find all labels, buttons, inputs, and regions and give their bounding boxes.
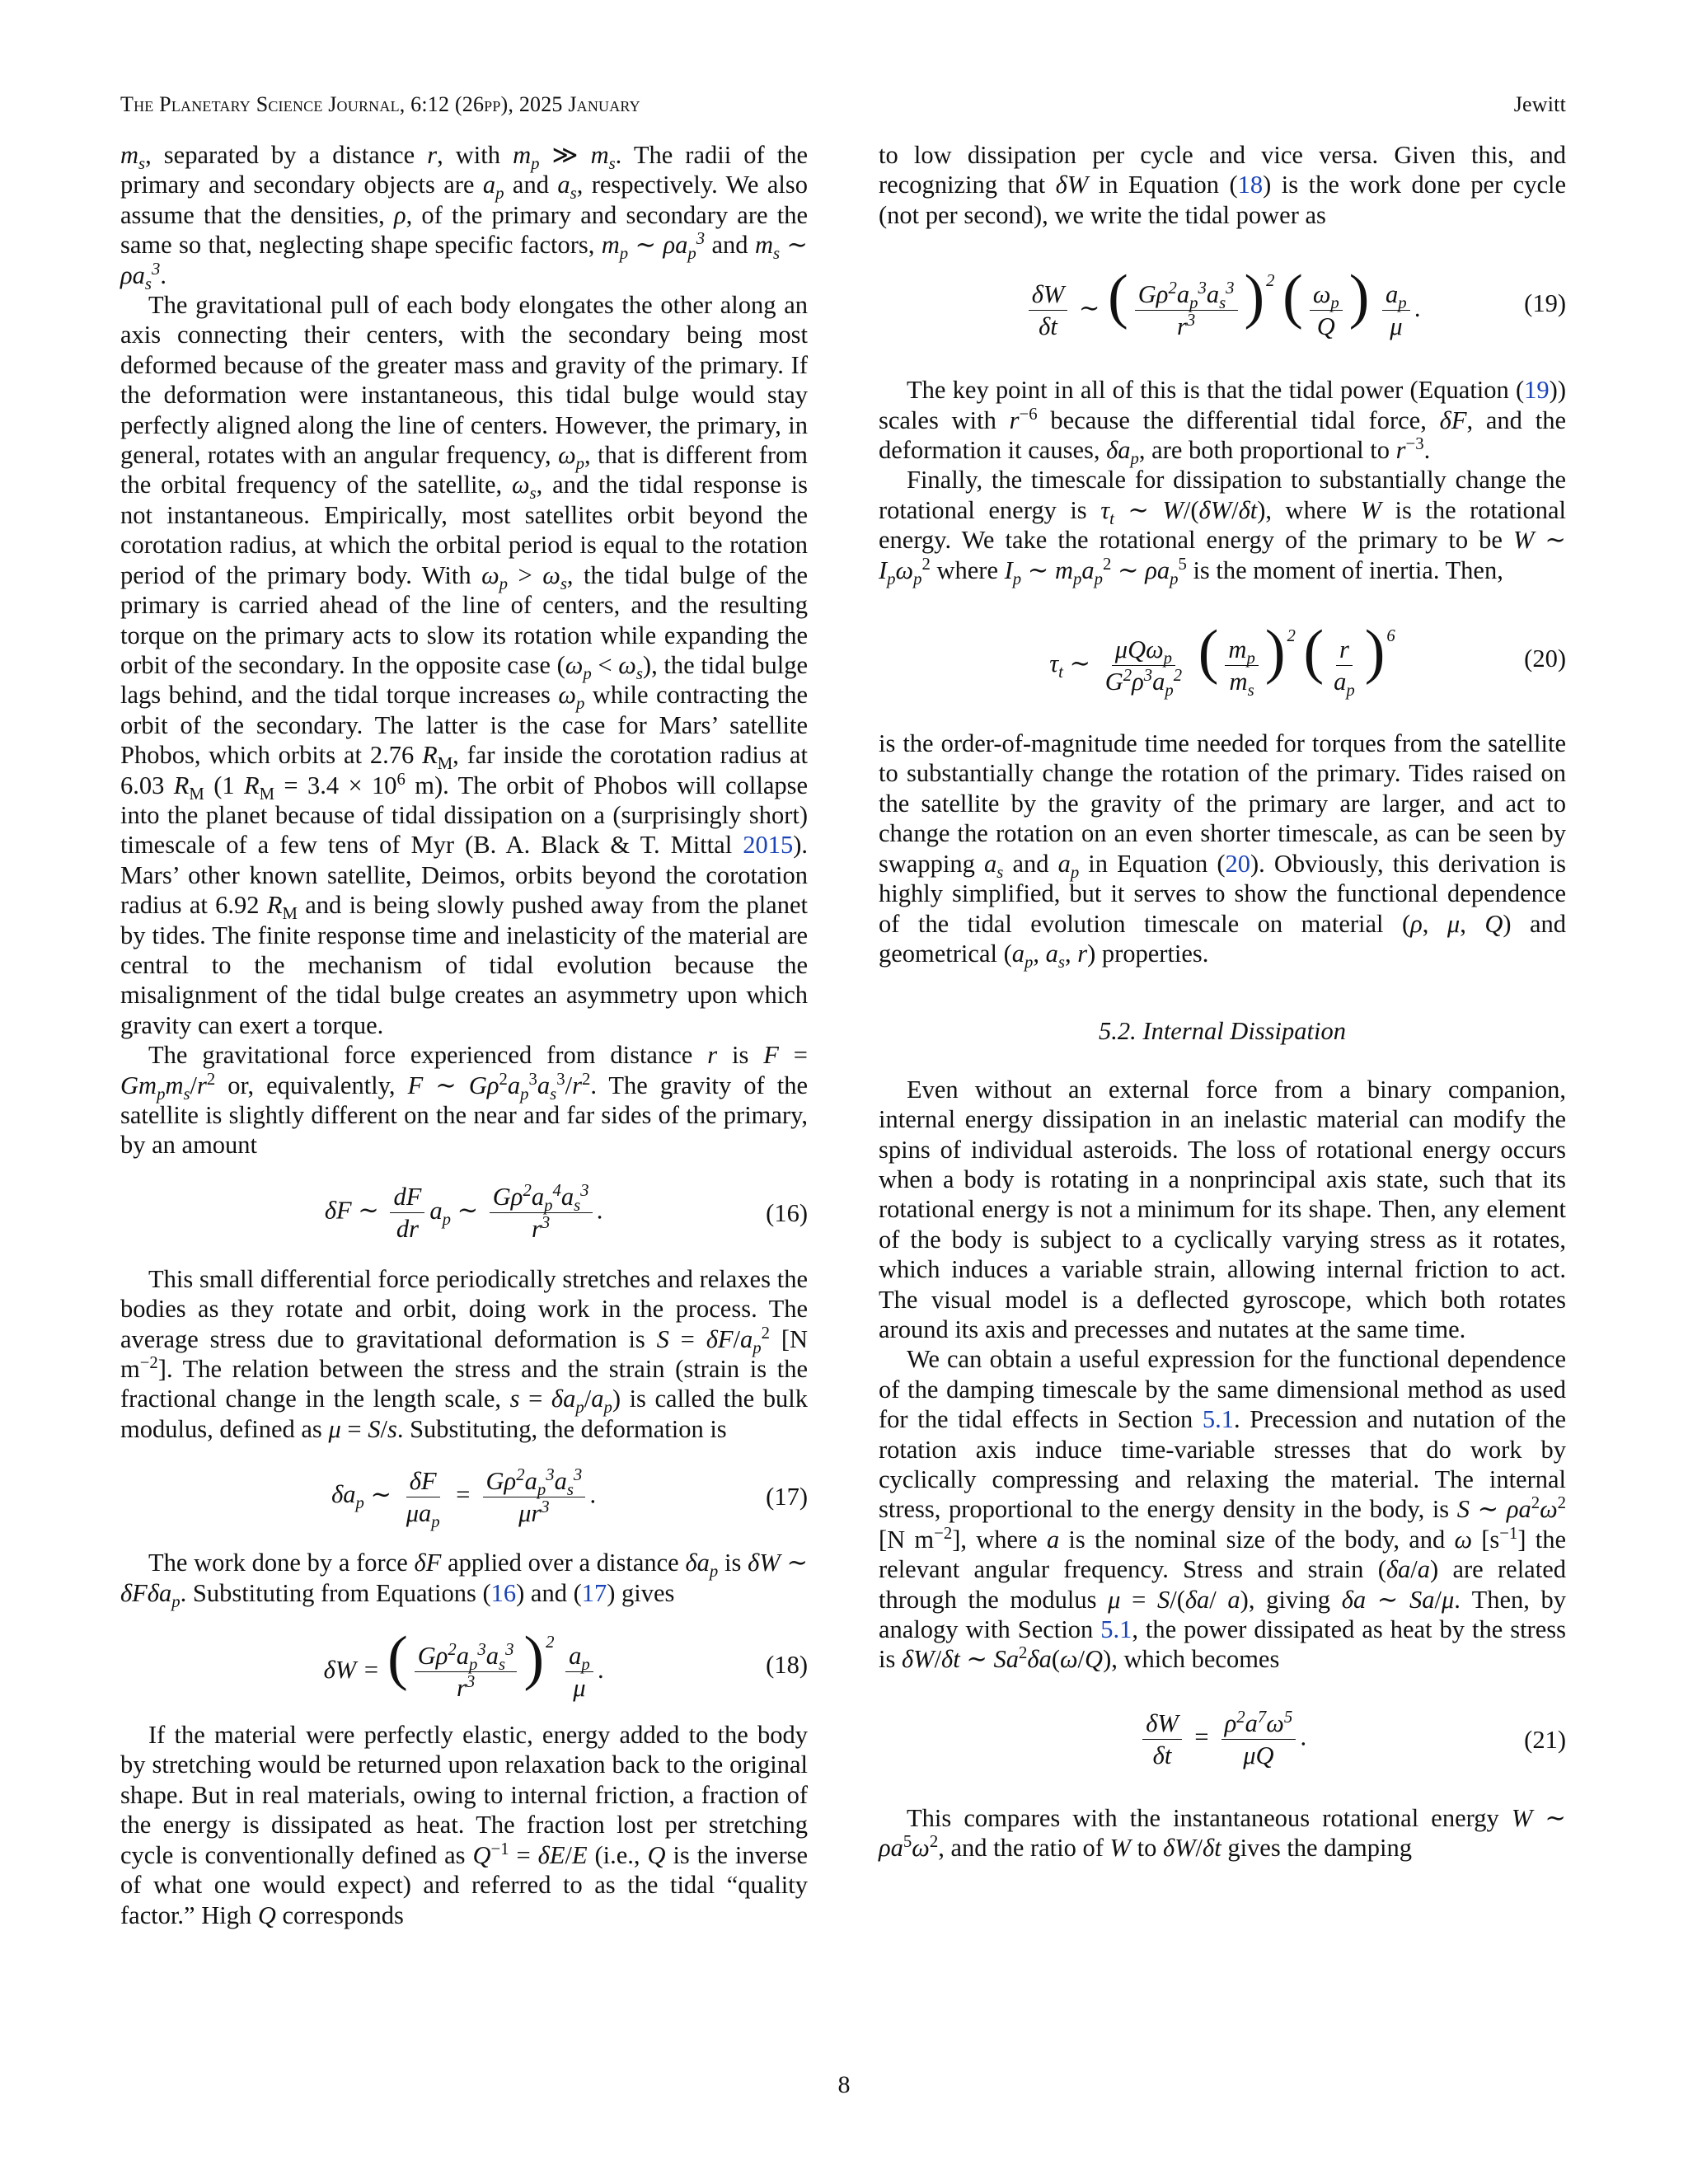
equation-number: (20) — [1524, 644, 1566, 673]
paragraph: This compares with the instantaneous rotational energy W ∼ $\rho a^5\omega^2$, and the ratio of W to δW/δt gives the damping — [879, 1803, 1566, 1863]
equation-link[interactable]: 18 — [1237, 171, 1264, 199]
equation-16: δF ∼ $\frac{dF}{dr}$ $a_p$ ∼ $\frac{G\rho^2a_p^4a_s^3}{r^3}$ . (16) — [324, 1182, 808, 1244]
citation-link[interactable]: 2015 — [743, 831, 794, 860]
equation-19: $\frac{\delta W}{\delta t}$ ∼ ( $\frac{G\rho^2a_p^3a_s^3}{r^3}$ )$^2$ ( $\frac{\omega_p}{Q}$ ) $\frac{a_p}{\mu}$ . (19) — [879, 250, 1566, 357]
paragraph: The work done by a force δF applied over a distance $\delta a_p$ is δW ∼ δFδa$_p$. Substituting from Equations (16) and (17) gives — [120, 1549, 808, 1611]
equation-21: $\frac{\delta W}{\delta t}$ = $\frac{\rho^2a^7\omega^5}{\mu Q}$ . (21) — [879, 1694, 1566, 1785]
equation-18: δW = ( $\frac{G\rho^2a_p^3a_s^3}{r^3}$ )$^2$ $\frac{a_p}{\mu}$ . (18) — [323, 1624, 808, 1703]
paragraph: The gravitational pull of each body elongates the other along an axis connecting their centers, with the secondary being most deformed because of the greater mass and gravity of the primary. If the deformation were instantaneous, this tidal bulge would stay perfectly aligned along the line of centers. However, the primary, in general, rotates with an angular frequency, $\omega_p$, that is different from the orbital frequency of the satellite, $\omega_s$, and the tidal response is not instantaneous. Empirically, most satellites orbit beyond the corotation radius, at which the orbital period is equal to the rotation period of the primary body. With $\omega_p > \omega_s$, the tidal bulge of the primary is carried ahead of the line of centers, and the resulting torque on the primary acts to slow its rotation while expanding the orbit of the secondary. In the opposite case $(\omega_p < \omega_s)$, the tidal bulge lags behind, and the tidal torque increases $\omega_p$ while contracting the orbit of the secondary. The latter is the case for Mars’ satellite Phobos, which orbits at 2.76 $R_M$, far inside the corotation radius at 6.03 $R_M$ (1 $R_M = 3.4 \times 10^6$ m). The orbit of Phobos will collapse into the planet because of tidal dissipation on a (surprisingly short) timescale of a few tens of Myr (B. A. Black & T. Mittal 2015). Mars’ other known satellite, Deimos, orbits beyond the corotation radius at 6.92 $R_M$ and is being slowly pushed away from the planet by tides. The finite response time and inelasticity of the material are central to the mechanism of tidal evolution because the misalignment of the tidal bulge creates an asymmetry upon which gravity can exert a torque. — [120, 291, 809, 1039]
paragraph: $m_s$, separated by a distance r, with $m_p$ ≫ $m_s$. The radii of the primary and secondary objects are $a_p$ and $a_s$, respectively. We also assume that the densities, ρ, of the primary and secondary are the same so that, neglecting shape specific factors, $m_p$ ∼ $\rho a_p^3$ and $m_s$ ∼ $\rho a_s^3$. — [120, 141, 808, 293]
equation-link[interactable]: 20 — [1225, 849, 1250, 878]
running-header-journal: The Planetary Science Journal, 6:12 (26pp), 2025 January — [120, 92, 640, 116]
page-number: 8 — [837, 2071, 851, 2098]
equation-number: (19) — [1524, 289, 1566, 318]
equation-number: (18) — [766, 1650, 808, 1679]
equation-number: (21) — [1524, 1725, 1566, 1754]
section-link[interactable]: 5.1 — [1100, 1615, 1132, 1644]
right-column — [879, 140, 1566, 1863]
equation-link[interactable]: 16 — [490, 1578, 517, 1607]
paragraph: The gravitational force experienced from distance r is $F = Gm_pm_s/r^2$ or, equivalently, F ∼ $G\rho^2a_p^3a_s^3/r^2$. The gravity of the satellite is slightly different on the near and far sides of the primary, by an amount — [120, 1041, 809, 1160]
section-link[interactable]: 5.1 — [1202, 1405, 1234, 1434]
left-column — [120, 140, 808, 1930]
paragraph: to low dissipation per cycle and vice versa. Given this, and recognizing that δW in Equation (18) is the work done per cycle (not per second), we write the tidal power as — [879, 141, 1567, 229]
equation-link[interactable]: 17 — [581, 1578, 607, 1607]
paragraph: is the order-of-magnitude time needed for torques from the satellite to substantially change the rotation of the primary. Tides raised on the satellite by the gravity of the primary are larger, and act to change the rotation on an even shorter timescale, as can be seen by swapping $a_s$ and $a_p$ in Equation (20). Obviously, this derivation is highly simplified, but it serves to show the functional dependence of the tidal evolution timescale on material (ρ, μ, Q) and geometrical ($a_p$, $a_s$, r) properties. — [879, 729, 1567, 972]
paragraph: This small differential force periodically stretches and relaxes the bodies as they rotate and orbit, doing work in the process. The average stress due to gravitational deformation is $S = \delta F/a_p^2$ [N $m^{-2}$]. The relation between the stress and the strain (strain is the fractional change in the length scale, $s = \delta a_p/a_p$) is called the bulk modulus, defined as μ = S/s. Substituting, the deformation is — [120, 1264, 809, 1443]
paragraph: Finally, the timescale for dissipation to substantially change the rotational energy is $\tau_t$ ∼ W/(δW/δt), where W is the rotational energy. We take the rotational energy of the primary to be W ∼ $I_p\omega_p^2$ where $I_p$ ∼ $m_pa_p^2$ ∼ $\rho a_p^5$ is the moment of inertia. Then, — [879, 466, 1566, 588]
paragraph: We can obtain a useful expression for the functional dependence of the damping timescale by the same dimensional method as used for the tidal effects in Section 5.1. Precession and nutation of the rotation axis induce time-variable stresses that do work by cyclically compressing and relaxing the material. The internal stress, proportional to the energy density in the body, is S ∼ $\rho a^2\omega^2$ [N $m^{-2}$], where a is the nominal size of the body, and ω $[s^{-1}]$ the relevant angular frequency. Stress and strain (δa/a) are related through the modulus μ = S/(δa/ a), giving δa ∼ Sa/μ. Then, by analogy with Section 5.1, the power dissipated as heat by the stress is δW/δt ∼ Sa$^2$δa(ω/Q), which becomes — [879, 1345, 1567, 1674]
equation-number: (16) — [766, 1198, 808, 1227]
equation-17: $\delta a_p$ ∼ $\frac{\delta F}{\mu a_p}$ = $\frac{G\rho^2a_p^3a_s^3}{\mu r^3}$ . (17) — [331, 1465, 808, 1531]
paragraph: The key point in all of this is that the tidal power (Equation (19)) scales with $r^{-6}$ because the differential tidal force, δF, and the deformation it causes, $\delta a_p$, are both proportional to $r^{-3}$. — [879, 376, 1566, 469]
section-heading: 5.2. Internal Dissipation — [1099, 1017, 1346, 1046]
paragraph: Even without an external force from a binary companion, internal energy dissipation in an inelastic material can modify the spins of individual asteroids. The loss of rotational energy occurs when a body is rotating in a nonprincipal axis state, such that its rotational energy is not a minimum for its shape. Then, any element of the body is subject to a cyclically varying stress as it rotates, which induces a variable strain, allowing internal friction to act. The visual model is a deflected gyroscope, which both rotates around its axis and precesses and nutates at the same time. — [879, 1075, 1566, 1343]
running-header-author: Jewitt — [1513, 92, 1566, 116]
paragraph: If the material were perfectly elastic, energy added to the body by stretching would be returned upon relaxation back to the original shape. But in real materials, owing to internal friction, a fraction of the energy is dissipated as heat. The fraction lost per stretching cycle is conventionally defined as $Q^{-1} = \delta E/E$ (i.e., Q is the inverse of what one would expect) and referred to as the tidal “quality factor.” High Q corresponds — [120, 1721, 809, 1929]
equation-number: (17) — [766, 1483, 808, 1511]
equation-link[interactable]: 19 — [1524, 376, 1550, 405]
equation-20: $\tau_t$ ∼ $\frac{\mu Q\omega_p}{G^2\rho^3a_p^2}$ ( $\frac{m_p}{m_s}$ )$^2$ ( $\frac{r}{a_p}$ )$^6$ (20) — [1049, 617, 1566, 701]
